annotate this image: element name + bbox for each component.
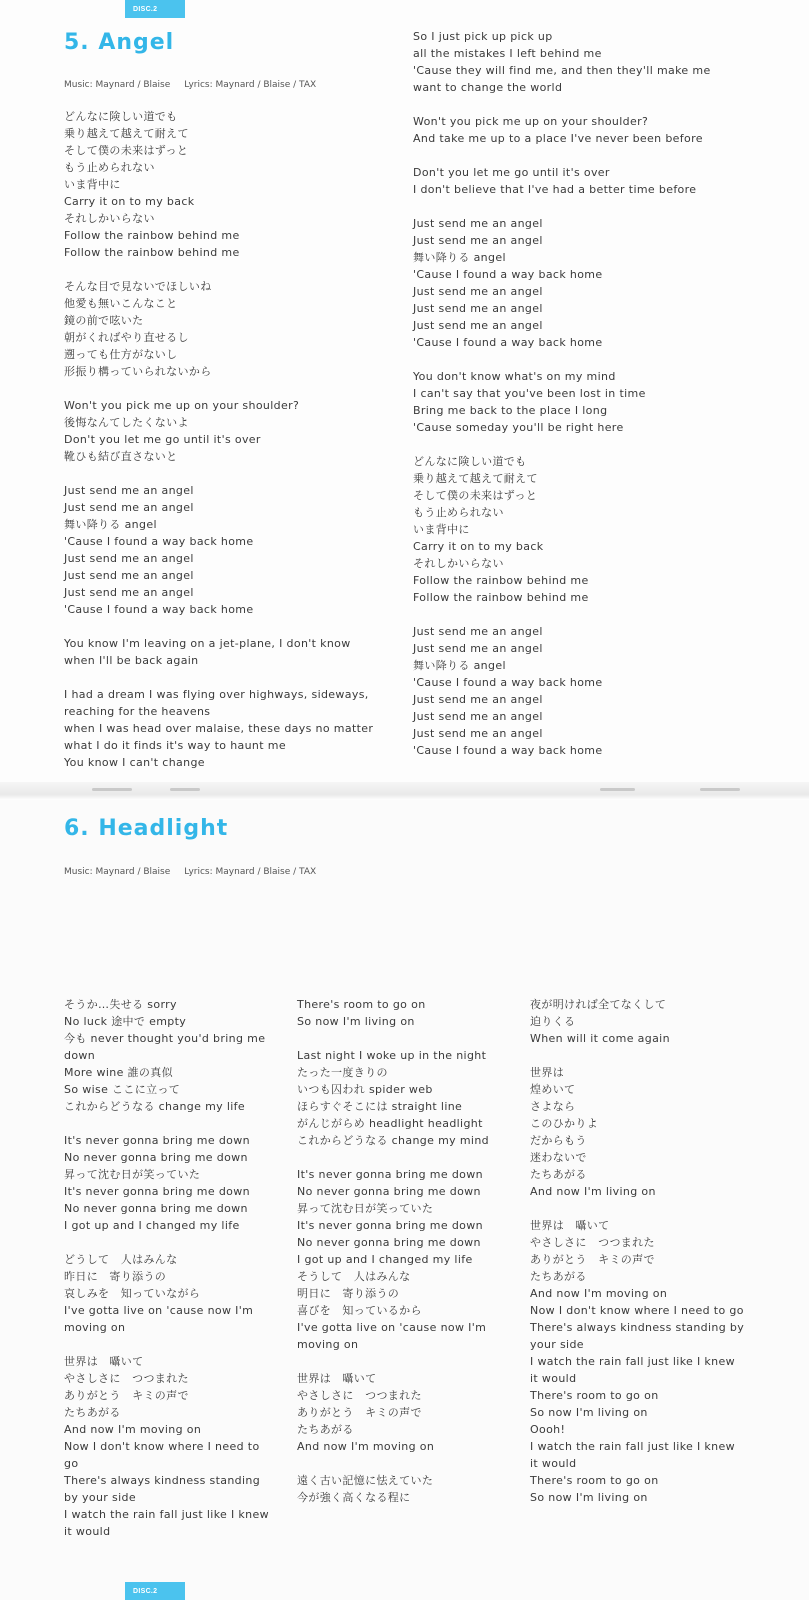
lyrics-column — [64, 108, 384, 788]
lyric-stanza — [297, 1370, 507, 1455]
lyric-line: それしかいらない — [413, 557, 504, 570]
lyric-line: I watch the rain fall just like I knew it would — [530, 1355, 735, 1385]
lyric-stanza — [530, 996, 745, 1047]
lyric-line: 昨日に 寄り添うの — [64, 1270, 167, 1283]
lyrics-column — [530, 996, 745, 1523]
lyric-line: all the mistakes I left behind me — [413, 47, 602, 60]
lyric-line: 遡っても仕方がないし — [64, 348, 178, 361]
lyric-line: 靴ひも結び直さないと — [64, 450, 178, 463]
lyric-line: Now I don't know where I need to go — [64, 1440, 260, 1470]
lyric-line: It's never gonna bring me down — [297, 1168, 483, 1181]
lyric-line: Just send me an angel — [413, 319, 543, 332]
lyric-stanza — [64, 278, 384, 380]
lyric-line: Just send me an angel — [413, 642, 543, 655]
lyric-line: 世界は 囁いて — [297, 1372, 377, 1385]
lyric-line: 後悔なんてしたくないよ — [64, 416, 189, 429]
lyric-line: More wine 誰の真似 — [64, 1066, 173, 1079]
lyric-stanza — [413, 453, 733, 606]
disc-tab: DISC.2 — [125, 0, 185, 18]
lyric-line: どんなに険しい道でも — [413, 455, 527, 468]
lyric-line: Carry it on to my back — [413, 540, 544, 553]
lyric-line: これからどうなる change my mind — [297, 1134, 489, 1147]
lyric-line: Now I don't know where I need to go — [530, 1304, 744, 1317]
lyric-line: ありがとう キミの声で — [530, 1253, 655, 1266]
lyric-line: So now I'm living on — [297, 1015, 415, 1028]
lyric-line: 哀しみを 知っていながら — [64, 1287, 201, 1300]
lyric-line: 遠く古い記憶に怯えていた — [297, 1474, 434, 1487]
lyric-line: Won't you pick me up on your shoulder? — [64, 399, 300, 412]
lyric-line: It's never gonna bring me down — [64, 1134, 250, 1147]
lyric-line: Don't you let me go until it's over — [413, 166, 610, 179]
lyric-line: 鏡の前で呟いた — [64, 314, 144, 327]
lyric-line: だからもう — [530, 1134, 587, 1147]
lyric-line: たちあがる — [530, 1270, 587, 1283]
lyric-line: I've gotta live on 'cause now I'm moving on — [64, 1304, 254, 1334]
lyric-stanza — [64, 397, 384, 465]
lyric-line: 'Cause I found a way back home — [413, 744, 603, 757]
lyric-line: I watch the rain fall just like I knew it would — [530, 1440, 735, 1470]
lyric-line: 形振り構っていられないから — [64, 365, 212, 378]
lyric-line: それしかいらない — [64, 212, 155, 225]
lyric-line: 'Cause I found a way back home — [413, 336, 603, 349]
lyric-line: I've gotta live on 'cause now I'm moving on — [297, 1321, 487, 1351]
lyrics-column — [297, 996, 507, 1523]
lyric-line: 'Cause I found a way back home — [64, 603, 254, 616]
lyrics-column — [413, 28, 733, 776]
lyric-line: Just send me an angel — [413, 285, 543, 298]
lyric-line: どうして 人はみんな — [64, 1253, 178, 1266]
lyric-line: No never gonna bring me down — [297, 1185, 481, 1198]
lyric-line: So I just pick up pick up — [413, 30, 553, 43]
lyric-line: Just send me an angel — [413, 234, 543, 247]
lyrics-credit: Lyrics: Maynard / Blaise / TAX — [184, 867, 317, 877]
lyric-stanza — [413, 164, 733, 198]
disc-tab: DISC.2 — [125, 1582, 185, 1600]
lyric-line: So now I'm living on — [530, 1406, 648, 1419]
lyric-line: Don't you let me go until it's over — [64, 433, 261, 446]
lyric-line: No never gonna bring me down — [64, 1202, 248, 1215]
lyric-line: Won't you pick me up on your shoulder? — [413, 115, 649, 128]
lyric-stanza — [297, 1166, 507, 1353]
lyric-line: You know I can't change — [64, 756, 205, 769]
lyric-line: 夜が明ければ全てなくして — [530, 998, 667, 1011]
lyric-stanza — [413, 28, 733, 96]
lyric-line: ありがとう キミの声で — [297, 1406, 422, 1419]
lyric-line: がんじがらめ headlight headlight — [297, 1117, 483, 1130]
lyric-line: やさしさに つつまれた — [530, 1236, 655, 1249]
lyric-line: 乗り越えて越えて耐えて — [413, 472, 538, 485]
lyric-line: It's never gonna bring me down — [297, 1219, 483, 1232]
lyric-line: 昇って沈む日が笑っていた — [64, 1168, 201, 1181]
lyric-line: 今が強く高くなる程に — [297, 1491, 411, 1504]
lyric-line: たちあがる — [64, 1406, 121, 1419]
lyric-line: やさしさに つつまれた — [64, 1372, 189, 1385]
lyric-stanza — [64, 996, 274, 1115]
lyric-line: I don't believe that I've had a better time before — [413, 183, 697, 196]
lyric-line: 'Cause I found a way back home — [413, 676, 603, 689]
lyric-line: You know I'm leaving on a jet-plane, I don't know when I'll be back again — [64, 637, 351, 667]
lyric-stanza — [64, 635, 384, 669]
lyric-line: And take me up to a place I've never been before — [413, 132, 703, 145]
lyric-line: And now I'm moving on — [64, 1423, 202, 1436]
lyric-line: You don't know what's on my mind — [413, 370, 616, 383]
lyric-stanza — [297, 1047, 507, 1149]
lyric-stanza — [530, 1064, 745, 1200]
lyric-line: So now I'm living on — [530, 1491, 648, 1504]
lyric-line: そうして 人はみんな — [297, 1270, 411, 1283]
lyric-line: 'Cause I found a way back home — [64, 535, 254, 548]
lyric-line: たった一度きりの — [297, 1066, 388, 1079]
lyric-line: Just send me an angel — [413, 727, 543, 740]
lyric-line: Last night I woke up in the night — [297, 1049, 487, 1062]
lyric-line: Just send me an angel — [413, 302, 543, 315]
lyric-stanza — [413, 368, 733, 436]
page-fold — [0, 782, 809, 801]
lyric-line: いつも囚われ spider web — [297, 1083, 433, 1096]
lyric-line: There's room to go on — [530, 1389, 659, 1402]
lyric-stanza — [530, 1217, 745, 1506]
lyric-line: There's always kindness standing by your side — [64, 1474, 261, 1504]
lyric-line: 喜びを 知っているから — [297, 1304, 422, 1317]
song-credits — [64, 867, 316, 877]
lyric-line: Follow the rainbow behind me — [64, 229, 240, 242]
lyric-line: ありがとう キミの声で — [64, 1389, 189, 1402]
lyric-line: There's always kindness standing by your side — [530, 1321, 745, 1351]
lyric-line: もう止められない — [413, 506, 504, 519]
music-credit: Music: Maynard / Blaise — [64, 867, 171, 877]
lyric-line: There's room to go on — [530, 1474, 659, 1487]
lyric-stanza — [413, 215, 733, 351]
lyric-stanza — [64, 686, 384, 771]
lyric-line: I had a dream I was flying over highways, sideways, reaching for the heavens — [64, 688, 369, 718]
lyric-line: そして僕の未来はずっと — [64, 144, 189, 157]
lyric-stanza — [413, 113, 733, 147]
lyric-line: I got up and I changed my life — [297, 1253, 473, 1266]
lyric-line: Just send me an angel — [64, 501, 194, 514]
lyric-stanza — [64, 1353, 274, 1540]
lyric-line: It's never gonna bring me down — [64, 1185, 250, 1198]
lyric-line: And now I'm moving on — [297, 1440, 435, 1453]
music-credit: Music: Maynard / Blaise — [64, 80, 171, 90]
lyric-stanza — [297, 1472, 507, 1506]
lyric-line: I watch the rain fall just like I knew it would — [64, 1508, 269, 1538]
lyric-line: たちあがる — [297, 1423, 354, 1436]
lyric-line: Follow the rainbow behind me — [413, 591, 589, 604]
lyric-line: このひかりよ — [530, 1117, 599, 1130]
lyric-line: ほらすぐそこには straight line — [297, 1100, 463, 1113]
lyric-line: No never gonna bring me down — [64, 1151, 248, 1164]
lyric-line: Oooh! — [530, 1423, 566, 1436]
lyric-line: 世界は — [530, 1066, 565, 1079]
lyric-line: 迷わないで — [530, 1151, 587, 1164]
lyric-line: So wise ここに立って — [64, 1083, 181, 1096]
lyric-line: Just send me an angel — [413, 625, 543, 638]
lyric-line: たちあがる — [530, 1168, 587, 1181]
lyric-line: There's room to go on — [297, 998, 426, 1011]
lyric-line: Just send me an angel — [413, 693, 543, 706]
lyric-line: 世界は 囁いて — [64, 1355, 144, 1368]
lyrics-credit: Lyrics: Maynard / Blaise / TAX — [184, 80, 317, 90]
song-credits — [64, 80, 316, 90]
lyric-stanza — [64, 1251, 274, 1336]
lyric-line: そして僕の未来はずっと — [413, 489, 538, 502]
lyric-line: 世界は 囁いて — [530, 1219, 610, 1232]
lyric-line: And now I'm living on — [530, 1185, 656, 1198]
lyric-line: And now I'm moving on — [530, 1287, 668, 1300]
lyric-line: さよなら — [530, 1100, 576, 1113]
lyric-line: Just send me an angel — [413, 710, 543, 723]
lyric-line: Just send me an angel — [413, 217, 543, 230]
lyric-stanza — [64, 108, 384, 261]
lyric-stanza — [64, 1132, 274, 1234]
lyric-line: いま背中に — [64, 178, 121, 191]
lyric-line: Just send me an angel — [64, 552, 194, 565]
lyric-line: これからどうなる change my life — [64, 1100, 245, 1113]
lyric-line: 舞い降りる angel — [413, 251, 506, 264]
lyric-line: そうか…失せる sorry — [64, 998, 177, 1011]
lyric-line: 明日に 寄り添うの — [297, 1287, 400, 1300]
lyric-line: 舞い降りる angel — [64, 518, 157, 531]
lyric-line: 今も never thought you'd bring me down — [64, 1032, 266, 1062]
lyric-stanza — [413, 623, 733, 759]
lyrics-column — [64, 996, 274, 1557]
lyric-stanza — [64, 482, 384, 618]
lyric-line: No never gonna bring me down — [297, 1236, 481, 1249]
lyric-line: 煌めいて — [530, 1083, 576, 1096]
lyric-line: Carry it on to my back — [64, 195, 195, 208]
lyric-line: I can't say that you've been lost in time — [413, 387, 646, 400]
lyric-line: 朝がくればやり直せるし — [64, 331, 189, 344]
lyric-line: もう止められない — [64, 161, 155, 174]
lyric-line: 他愛も無いこんなこと — [64, 297, 178, 310]
lyric-line: 'Cause they will find me, and then they'll make me want to change the world — [413, 64, 711, 94]
lyric-line: いま背中に — [413, 523, 470, 536]
lyric-line: Just send me an angel — [64, 586, 194, 599]
lyric-line: やさしさに つつまれた — [297, 1389, 422, 1402]
lyric-line: 'Cause someday you'll be right here — [413, 421, 624, 434]
lyric-line: 舞い降りる angel — [413, 659, 506, 672]
lyric-line: Follow the rainbow behind me — [413, 574, 589, 587]
song-title: 5. Angel — [64, 30, 175, 55]
lyric-line: 'Cause I found a way back home — [413, 268, 603, 281]
lyric-line: Just send me an angel — [64, 569, 194, 582]
lyric-line: When will it come again — [530, 1032, 670, 1045]
song-title: 6. Headlight — [64, 816, 229, 841]
lyric-line: Just send me an angel — [64, 484, 194, 497]
lyric-line: I got up and I changed my life — [64, 1219, 240, 1232]
lyric-line: どんなに険しい道でも — [64, 110, 178, 123]
lyric-line: Follow the rainbow behind me — [64, 246, 240, 259]
lyric-stanza — [297, 996, 507, 1030]
lyric-line: 迫りくる — [530, 1015, 576, 1028]
lyric-line: 乗り越えて越えて耐えて — [64, 127, 189, 140]
lyric-line: when I was head over malaise, these days no matter what I do it finds it's way to haunt me — [64, 722, 374, 752]
lyric-line: Bring me back to the place I long — [413, 404, 608, 417]
page-headlight — [0, 800, 809, 1600]
lyric-line: そんな目で見ないでほしいね — [64, 280, 212, 293]
lyric-line: 昇って沈む日が笑っていた — [297, 1202, 434, 1215]
lyric-line: No luck 途中で empty — [64, 1015, 187, 1028]
